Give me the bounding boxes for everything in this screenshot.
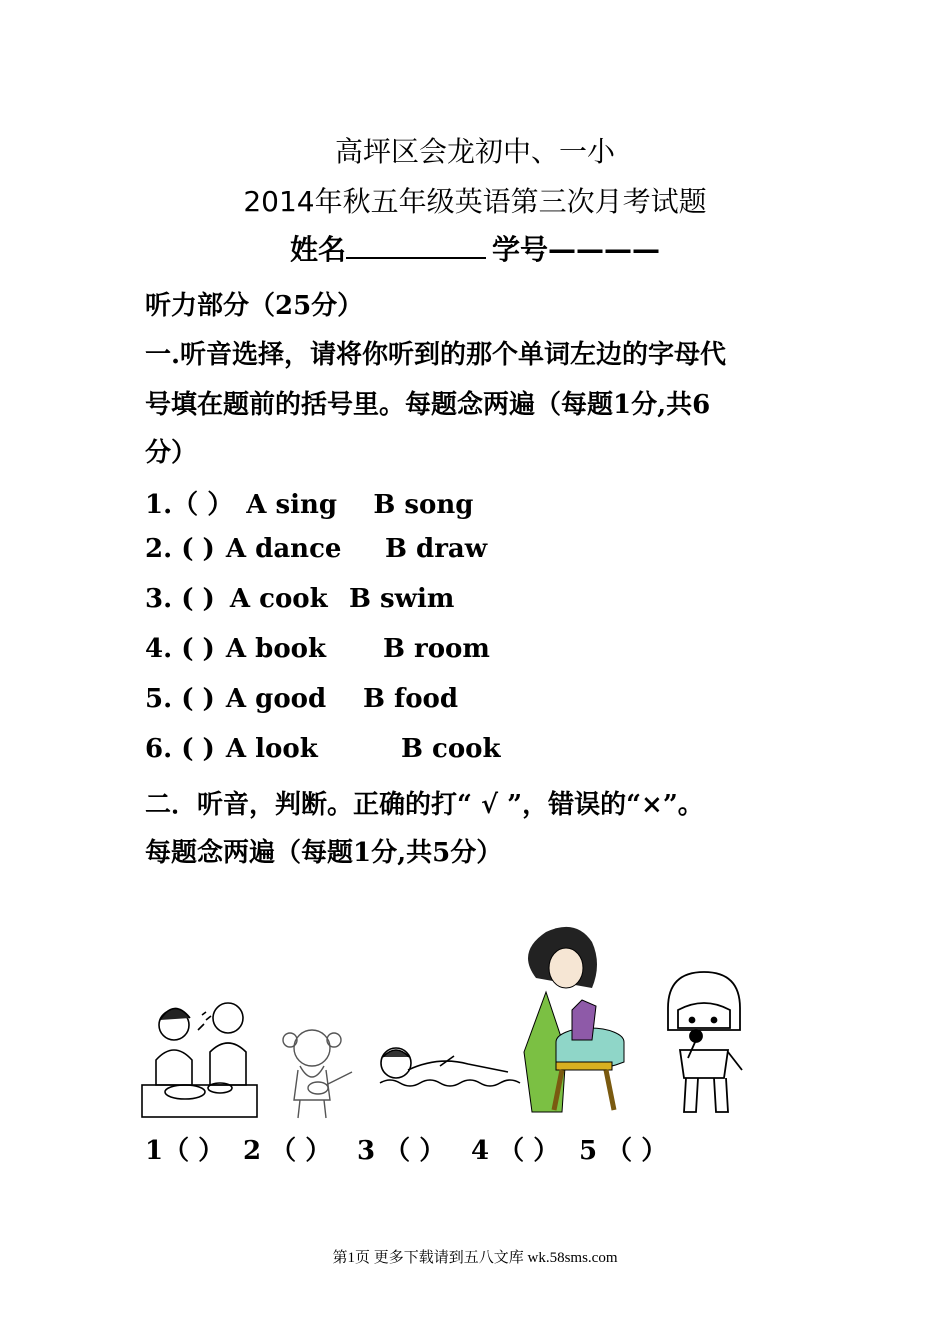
option-a: A good [225,684,327,714]
boy-swimming-picture [380,1048,520,1086]
woman-washing-clothes-picture [524,927,624,1112]
question-prefix: 4. ( ) [145,634,215,664]
option-b: B room [382,634,490,664]
question-prefix: 2. ( ) [145,534,215,564]
picture-answer-5[interactable]: 5 （ ） [579,1136,668,1166]
question-2 [145,534,487,564]
question-4 [145,634,490,664]
exam-title: 2014年秋五年级英语第三次月考试题 [243,185,707,218]
page-footer: 第1页 更多下载请到五八文库 wk.58sms.com [332,1250,618,1266]
option-b: B draw [384,534,488,564]
part2-instruction-1: 二．听音，判断。正确的打“ √ ”，错误的“×”。 [145,790,704,820]
number-label: 学号———— [492,233,661,266]
option-b: B swim [348,584,455,614]
option-a: A dance [225,534,342,564]
picture-answer-2[interactable]: 2 （ ） [243,1136,332,1166]
question-6 [145,734,501,764]
picture-answer-row [145,1130,667,1167]
boys-cooking-picture [142,1003,257,1117]
part1-instruction-2: 号填在题前的括号里。每题念两遍（每题1分,共6 [145,390,711,420]
part1-instruction-1: 一.听音选择，请将你听到的那个单词左边的字母代 [145,340,727,370]
question-5 [145,684,458,714]
part1-instruction-3: 分） [145,438,198,468]
option-a: A sing [246,490,338,520]
picture-answer-1[interactable]: 1（ ） [145,1136,225,1166]
student-info-line [0,228,950,268]
option-b: B food [362,684,459,714]
question-3 [145,584,454,614]
girl-singing-with-guitar-picture [283,1030,352,1118]
option-a: A cook [229,584,328,614]
listening-heading: 听力部分（25分） [145,291,364,321]
picture-answer-3[interactable]: 3 （ ） [357,1136,446,1166]
school-title: 高坪区会龙初中、一小 [334,135,615,168]
option-a: A look [225,734,318,764]
question-prefix: 5. ( ) [145,684,215,714]
name-blank[interactable] [346,233,486,259]
part2-instruction-2: 每题念两遍（每题1分,共5分） [145,838,503,868]
option-b: B cook [400,734,501,764]
question-1 [145,484,473,521]
question-prefix: 1.（ ） [145,490,234,520]
listening-pictures [140,920,780,1125]
question-prefix: 3. ( ) [145,584,224,614]
option-a: A book [225,634,327,664]
name-label: 姓名 [289,233,346,266]
question-prefix: 6. ( ) [145,734,215,764]
option-b: B song [373,490,474,520]
picture-answer-4[interactable]: 4 （ ） [471,1136,560,1166]
girl-with-microphone-picture [668,972,742,1112]
